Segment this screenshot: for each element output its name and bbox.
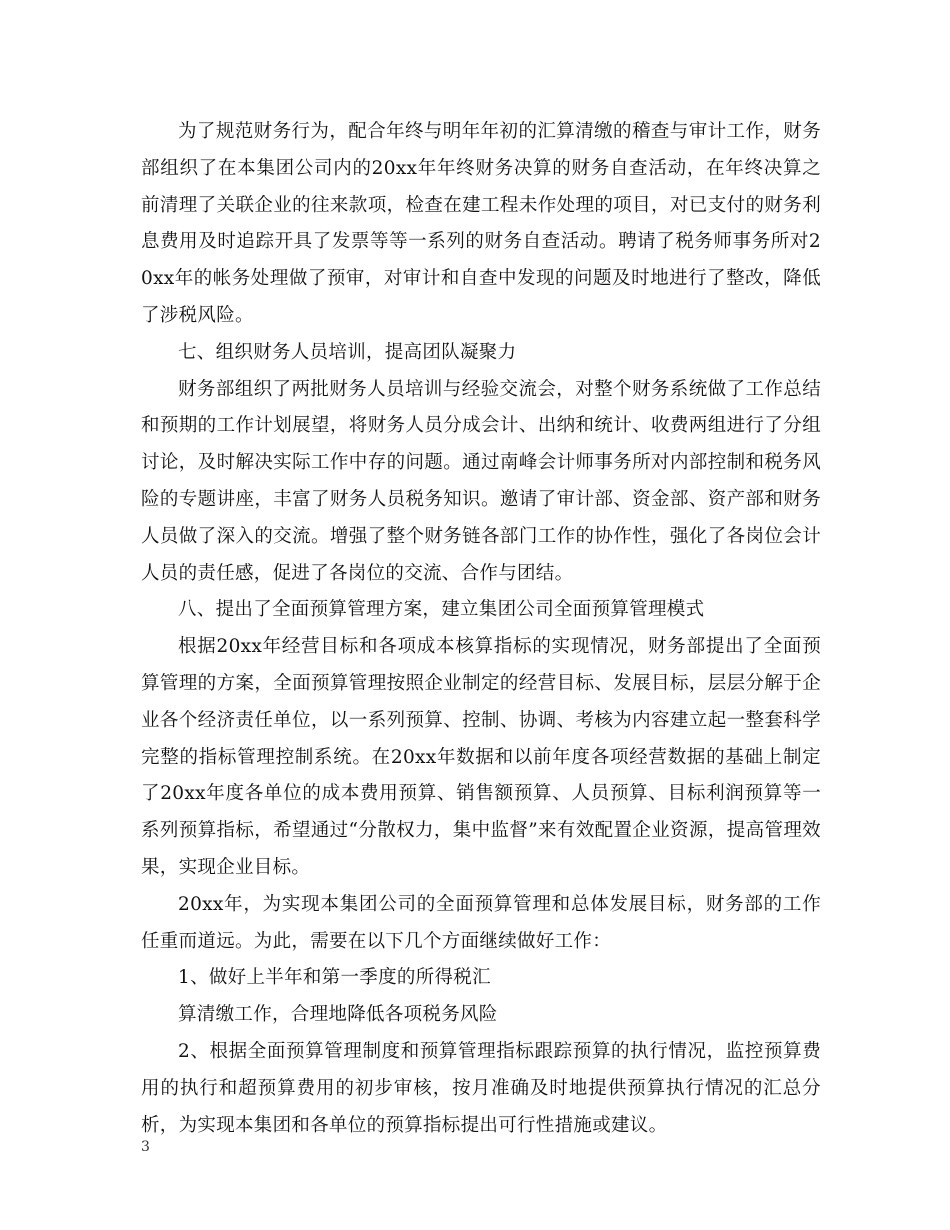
document-body <box>141 114 821 1144</box>
list-item-1-line-1: 1、做好上半年和第一季度的所得税汇 <box>178 967 491 989</box>
paragraph-training: 财务部组织了两批财务人员培训与经验交流会，对整个财务系统做了工作总结和预期的工作计划展望，将财务人员分成会计、出纳和统计、收费两组进行了分组讨论，及时解决实际工作中存的问题。通过南峰会计师事务所对内部控制和税务风险的专题讲座，丰富了财务人员税务知识。邀请了审计部、资金部、资产部和财务人员做了深入的交流。增强了整个财务链各部门工作的协作性，强化了各岗位会计人员的责任感，促进了各岗位的交流、合作与团结。 <box>141 378 821 584</box>
paragraph-budget: 根据20xx年经营目标和各项成本核算指标的实现情况，财务部提出了全面预算管理的方案，全面预算管理按照企业制定的经营目标、发展目标，层层分解于企业各个经济责任单位，以一系列预算、控制、协调、考核为内容建立起一整套科学完整的指标管理控制系统。在20xx年数据和以前年度各项经营数据的基础上制定了20xx年度各单位的成本费用预算、销售额预算、人员预算、目标利润预算等一系列预算指标，希望通过“分散权力，集中监督”来有效配置企业资源，提高管理效果，实现企业目标。 <box>141 636 821 878</box>
list-item-2: 2、根据全面预算管理制度和预算管理指标跟踪预算的执行情况，监控预算费用的执行和超预算费用的初步审核，按月准确及时地提供预算执行情况的汇总分析，为实现本集团和各单位的预算指标提出可行性措施或建议。 <box>141 1040 821 1136</box>
paragraph-outlook: 20xx年，为实现本集团公司的全面预算管理和总体发展目标，财务部的工作任重而道远。为此，需要在以下几个方面继续做好工作： <box>141 893 821 952</box>
paragraph-self-audit: 为了规范财务行为，配合年终与明年年初的汇算清缴的稽查与审计工作，财务部组织了在本集团公司内的20xx年年终财务决算的财务自查活动，在年终决算之前清理了关联企业的往来款项，检查在建工程未作处理的项目，对已支付的财务利息费用及时追踪开具了发票等等一系列的财务自查活动。聘请了税务师事务所对20xx年的帐务处理做了预审，对审计和自查中发现的问题及时地进行了整改，降低了涉税风险。 <box>141 121 821 326</box>
section-heading-training: 七、组织财务人员培训，提高团队凝聚力 <box>178 341 517 363</box>
section-heading-budget: 八、提出了全面预算管理方案，建立集团公司全面预算管理模式 <box>178 599 705 621</box>
page-number: 3 <box>141 1139 150 1155</box>
list-item-1-line-2: 算清缴工作，合理地降低各项税务风险 <box>178 1004 498 1026</box>
